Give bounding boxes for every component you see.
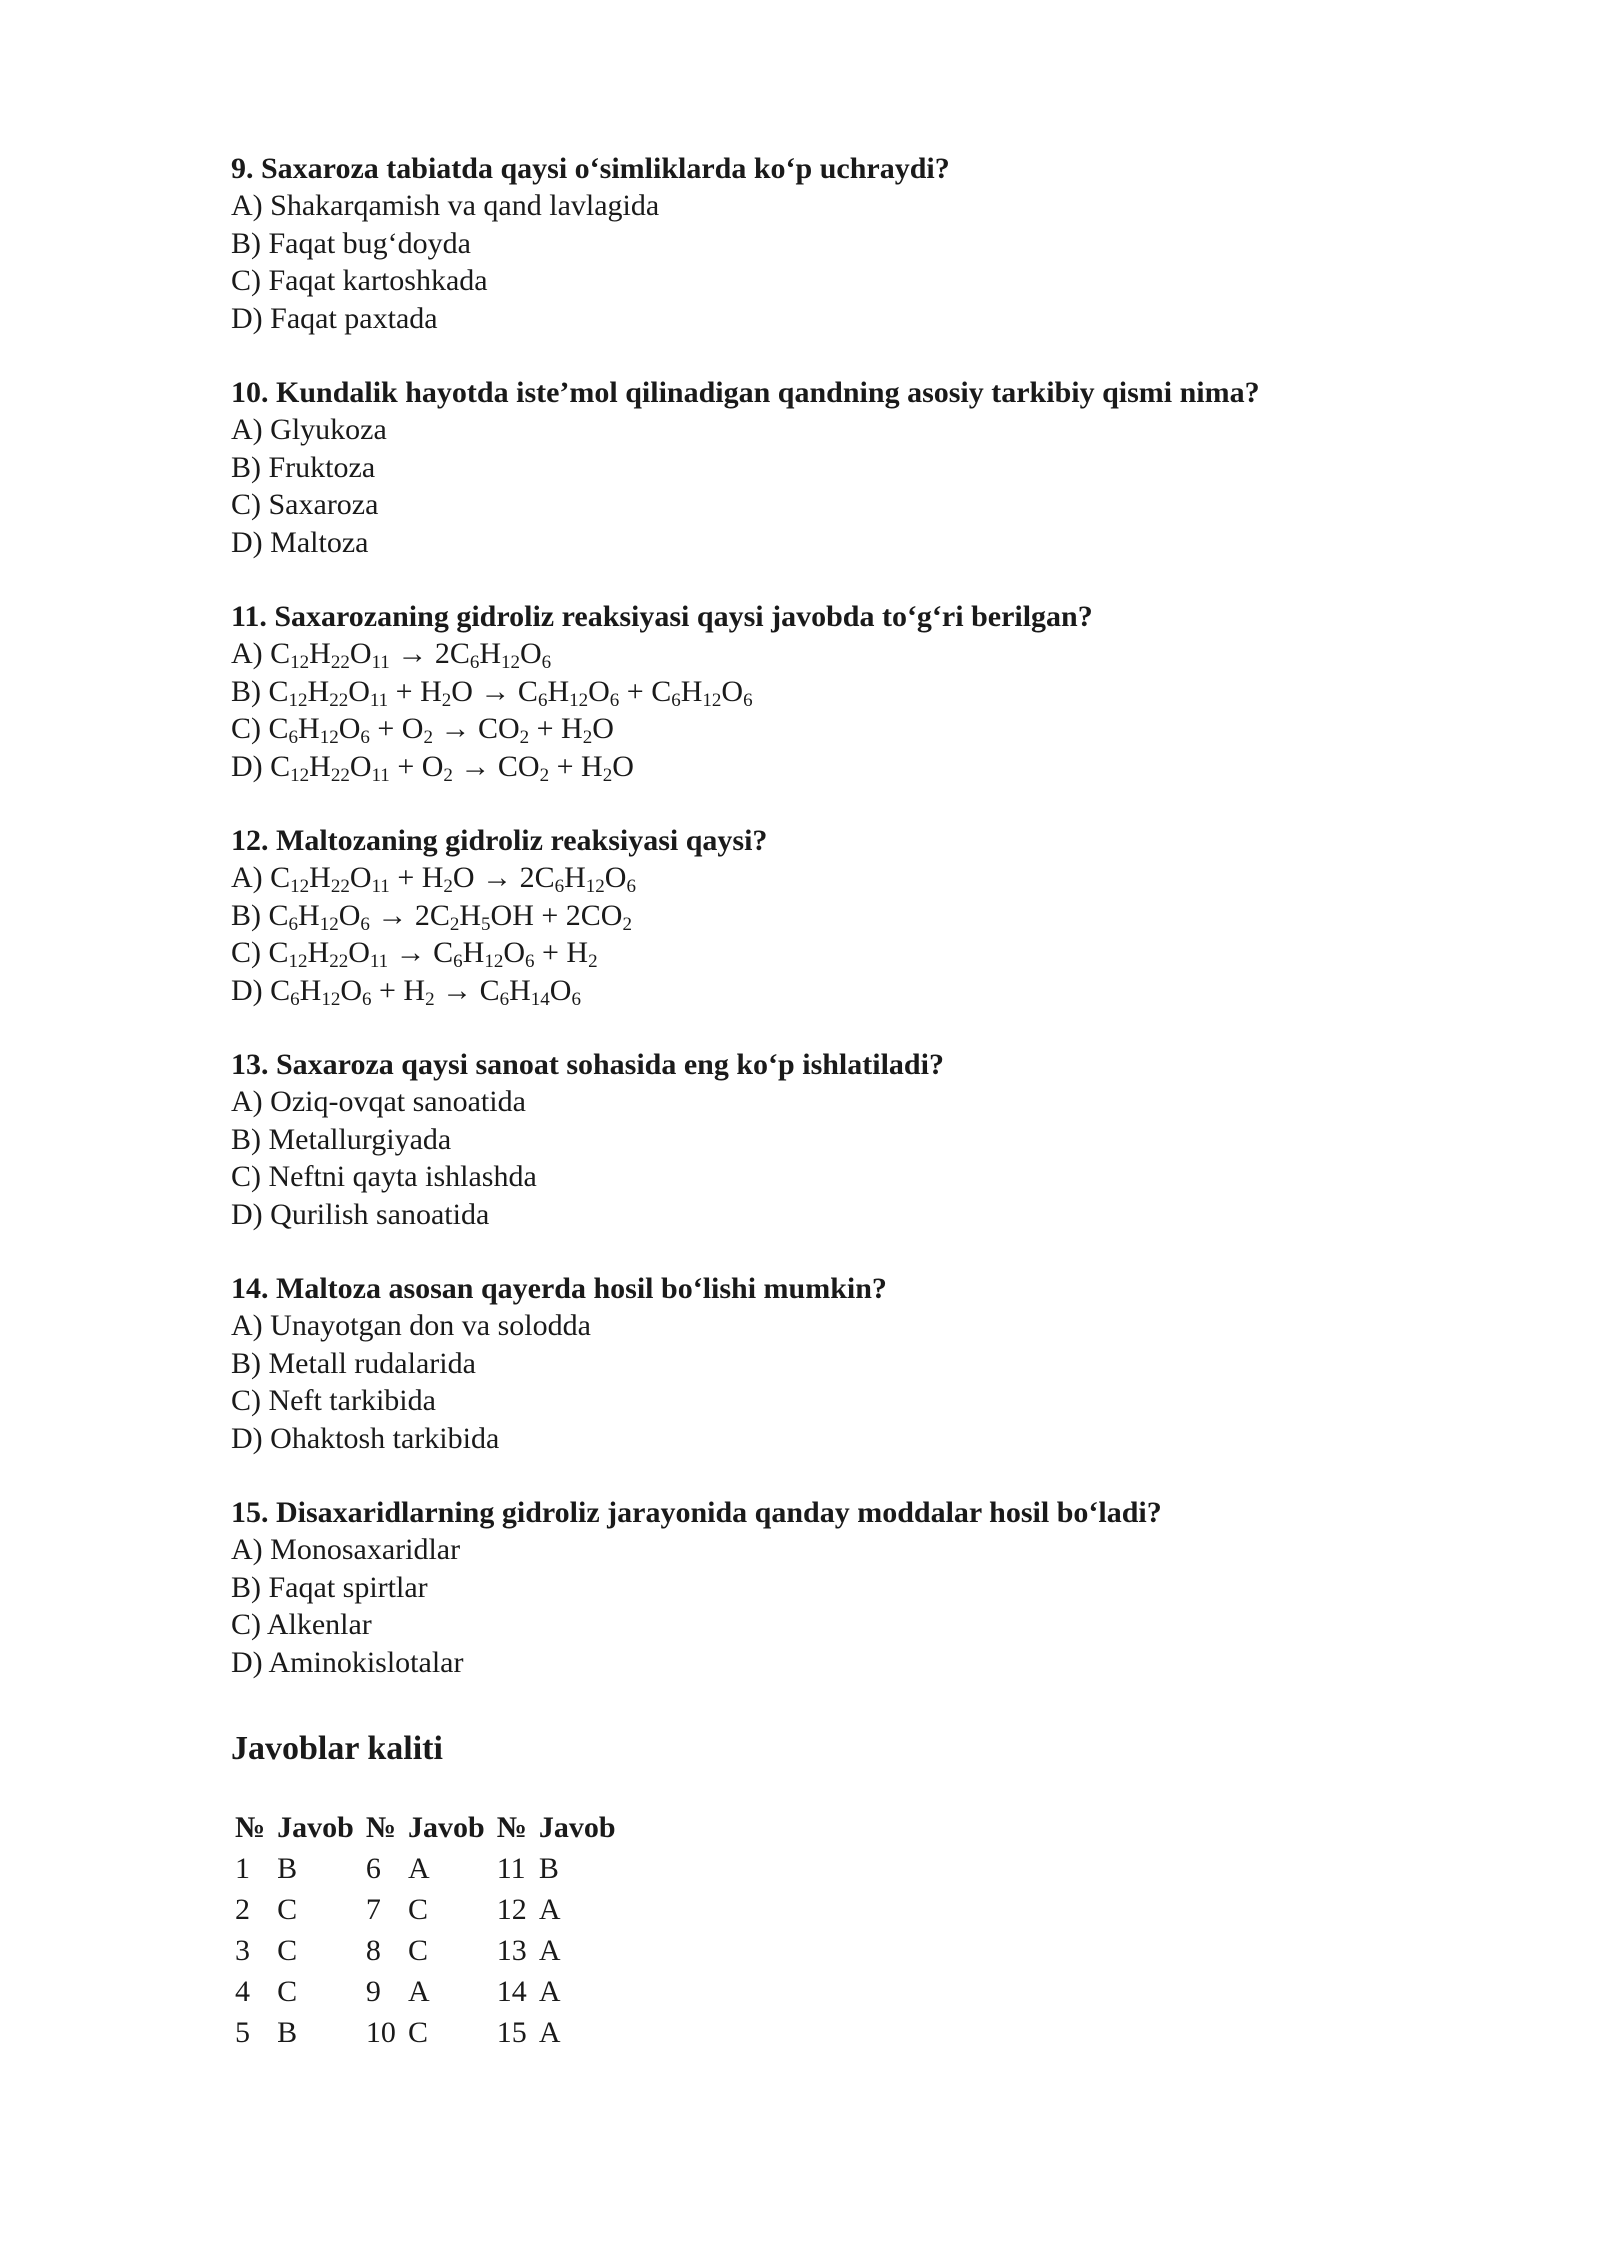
answer-letter: A xyxy=(538,1975,561,2008)
answer-option: A) Glyukoza xyxy=(231,413,387,446)
answer-option: C) $C_6H_{12}O_6 + O_2 \to CO_2 + H_2O$ xyxy=(231,712,614,748)
answer-option: B) $C_6H_{12}O_6 \to 2C_2H_5OH + 2CO_2$ xyxy=(231,898,632,935)
answer-option: B) Metall rudalarida xyxy=(231,1346,476,1380)
answer-letter: A xyxy=(408,1975,430,2008)
document-content xyxy=(231,150,1431,2053)
answer-letter: C xyxy=(408,1934,429,1967)
question-11 xyxy=(231,598,1431,785)
answer-option: D) $C_{12}H_{22}O_{11} + O_2 \to CO_2 + H_2O$ xyxy=(231,749,634,786)
answer-letter: A xyxy=(538,1893,561,1926)
question-number: 15 xyxy=(496,2016,527,2049)
question-13 xyxy=(231,1046,1431,1233)
answer-option: B) Fruktoza xyxy=(231,450,376,484)
answer-option: D) $C_6H_{12}O_6 + H_2 \to C_6H_{14}O_6$ xyxy=(231,973,581,1010)
question-number: 2 xyxy=(235,1893,250,1926)
answer-option: D) Aminokislotalar xyxy=(231,1645,464,1679)
question-14 xyxy=(231,1270,1431,1457)
header-number: № xyxy=(365,1811,396,1844)
answer-letter: B xyxy=(277,2016,298,2049)
answer-key-heading: Javoblar kaliti xyxy=(231,1730,443,1767)
answer-option: C) $C_{12}H_{22}O_{11} \to C_6H_{12}O_6 + H_2$ xyxy=(231,936,598,972)
answer-option: A) Monosaxaridlar xyxy=(231,1533,461,1566)
question-number: 11 xyxy=(496,1852,526,1885)
question-number: 4 xyxy=(235,1975,250,2008)
question-10 xyxy=(231,374,1431,561)
answer-option: C) Neft tarkibida xyxy=(231,1384,436,1417)
header-number: № xyxy=(235,1811,266,1844)
question-number: 5 xyxy=(235,2016,250,2049)
answer-key-row xyxy=(231,1889,624,1930)
question-number: 3 xyxy=(235,1934,250,1967)
answer-letter: A xyxy=(538,2016,561,2049)
answer-key-row xyxy=(231,1930,624,1971)
question-number: 6 xyxy=(365,1852,381,1885)
answer-option: C) Alkenlar xyxy=(231,1608,372,1641)
question-title: 10. Kundalik hayotda iste’mol qilinadigan qandning asosiy tarkibiy qismi nima? xyxy=(231,376,1260,409)
question-number: 8 xyxy=(365,1934,381,1967)
answer-key-header-row xyxy=(231,1807,624,1848)
answer-option: A) Shakarqamish va qand lavlagida xyxy=(231,189,660,222)
header-number: № xyxy=(496,1811,527,1844)
question-title: 12. Maltozaning gidroliz reaksiyasi qaysi? xyxy=(231,824,768,857)
answer-option: C) Neftni qayta ishlashda xyxy=(231,1160,537,1193)
answer-key-table xyxy=(231,1807,624,2053)
answer-letter: C xyxy=(408,2016,429,2049)
question-title: 11. Saxarozaning gidroliz reaksiyasi qaysi javobda to‘g‘ri berilgan? xyxy=(231,600,1093,633)
question-number: 13 xyxy=(496,1934,527,1967)
answer-option: D) Maltoza xyxy=(231,525,369,559)
answer-option: D) Qurilish sanoatida xyxy=(231,1197,490,1231)
answer-option: C) Faqat kartoshkada xyxy=(231,264,488,297)
question-title: 9. Saxaroza tabiatda qaysi o‘simliklarda ko‘p uchraydi? xyxy=(231,152,950,185)
answer-letter: C xyxy=(277,1893,298,1926)
question-9 xyxy=(231,150,1431,337)
answer-option: D) Ohaktosh tarkibida xyxy=(231,1421,500,1455)
question-number: 1 xyxy=(235,1852,250,1885)
answer-option: D) Faqat paxtada xyxy=(231,301,438,335)
question-number: 7 xyxy=(365,1893,381,1926)
question-number: 9 xyxy=(365,1975,381,2008)
answer-letter: A xyxy=(408,1852,430,1885)
question-12 xyxy=(231,822,1431,1009)
answer-option: B) $C_{12}H_{22}O_{11} + H_2O \to C_6H_{12}O_6 + C_6H_{12}O_6$ xyxy=(231,674,753,711)
header-answer: Javob xyxy=(538,1811,616,1844)
answer-letter: C xyxy=(277,1934,298,1967)
answer-option: B) Faqat spirtlar xyxy=(231,1570,428,1604)
answer-key-row xyxy=(231,2012,624,2053)
answer-option: A) Unayotgan don va solodda xyxy=(231,1309,591,1342)
question-title: 15. Disaxaridlarning gidroliz jarayonida qanday moddalar hosil bo‘ladi? xyxy=(231,1496,1162,1529)
question-number: 14 xyxy=(496,1975,527,2008)
answer-key-row xyxy=(231,1971,624,2012)
answer-option: A) Oziq-ovqat sanoatida xyxy=(231,1085,526,1118)
header-answer: Javob xyxy=(277,1811,354,1844)
header-answer: Javob xyxy=(408,1811,485,1844)
answer-option: C) Saxaroza xyxy=(231,488,379,521)
question-title: 14. Maltoza asosan qayerda hosil bo‘lishi mumkin? xyxy=(231,1272,887,1305)
answer-letter: B xyxy=(538,1852,559,1885)
answer-option: B) Faqat bug‘doyda xyxy=(231,226,471,260)
question-15 xyxy=(231,1494,1431,1681)
answer-key-row xyxy=(231,1848,624,1889)
answer-option: A) $C_{12}H_{22}O_{11} + H_2O \to 2C_6H_{12}O_6$ xyxy=(231,861,636,897)
answer-letter: C xyxy=(408,1893,429,1926)
question-title: 13. Saxaroza qaysi sanoat sohasida eng ko‘p ishlatiladi? xyxy=(231,1048,944,1081)
answer-letter: A xyxy=(538,1934,561,1967)
answer-letter: C xyxy=(277,1975,298,2008)
answer-option: B) Metallurgiyada xyxy=(231,1122,452,1156)
question-number: 10 xyxy=(365,2016,396,2049)
answer-letter: B xyxy=(277,1852,298,1885)
question-number: 12 xyxy=(496,1893,527,1926)
answer-option: A) $C_{12}H_{22}O_{11} \to 2C_6H_{12}O_6$ xyxy=(231,637,552,673)
